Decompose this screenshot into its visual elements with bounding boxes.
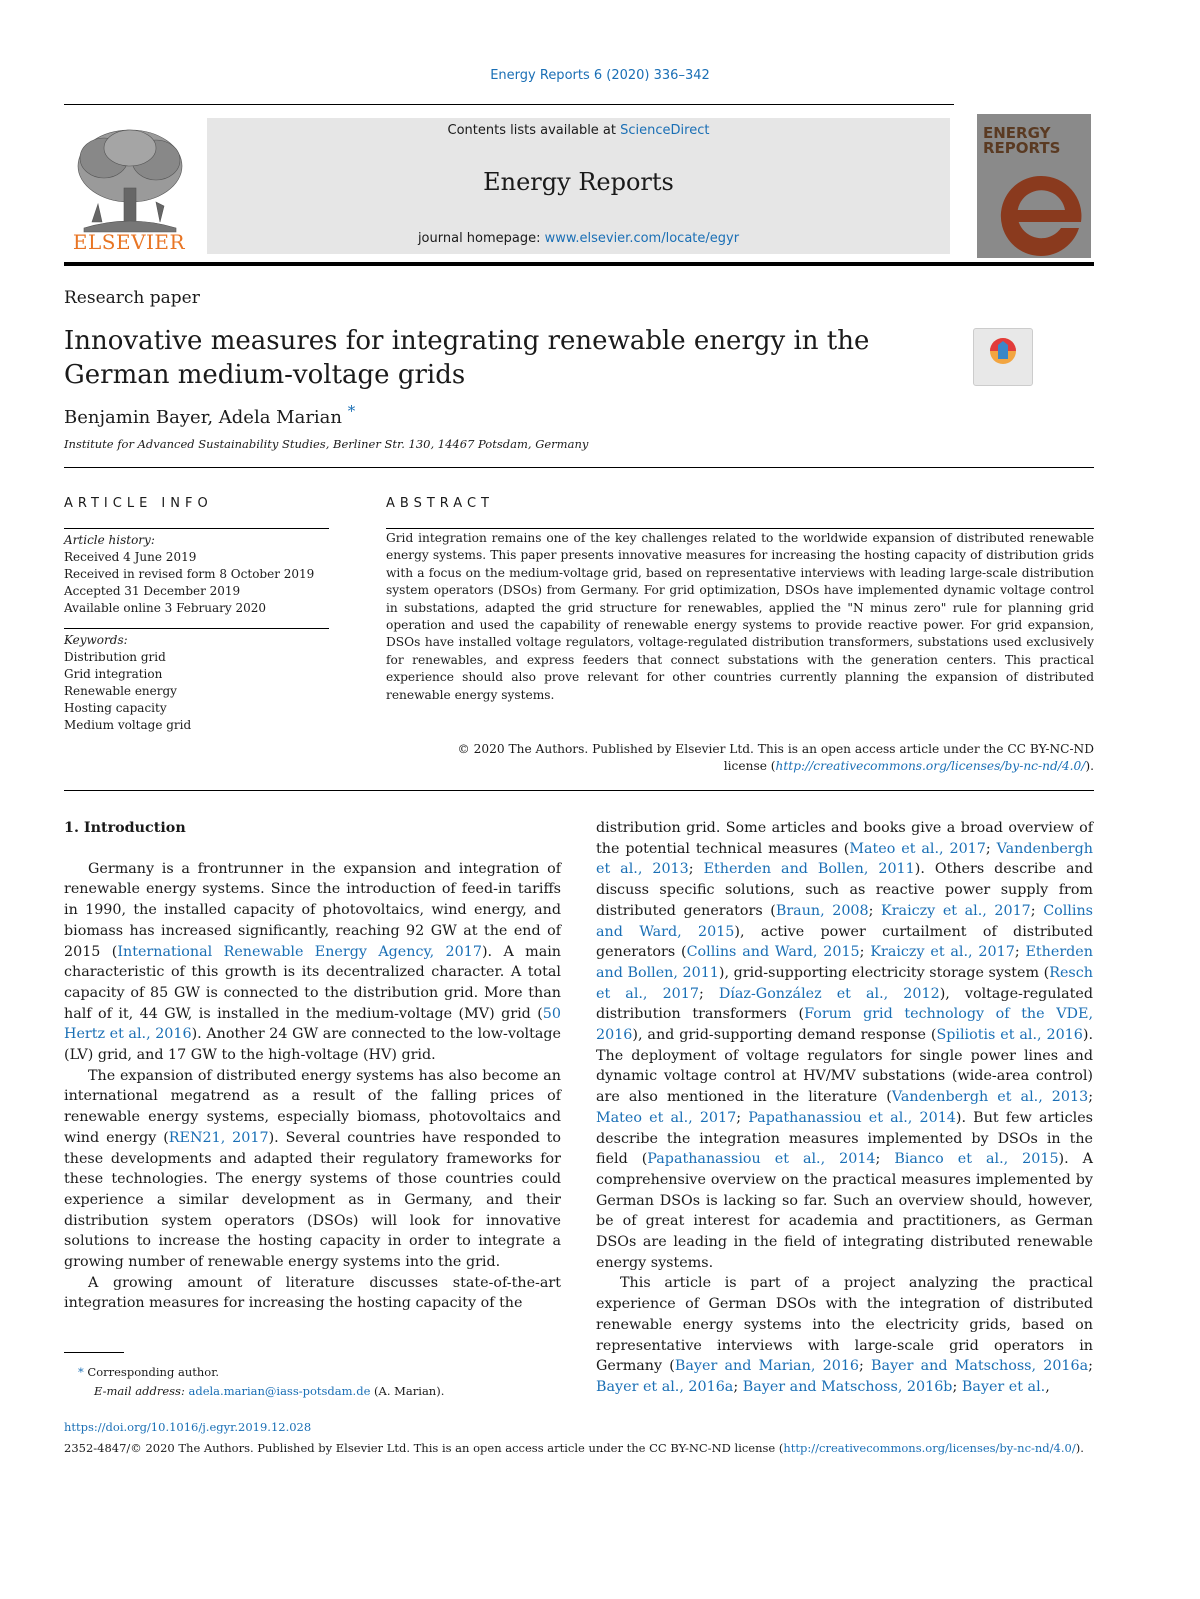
citation-link[interactable]: Bayer and Marian, 2016 — [674, 1358, 860, 1375]
citation-link[interactable]: Bayer and Matschoss, 2016b — [742, 1378, 953, 1395]
contents-prefix: Contents lists available at — [447, 123, 621, 138]
paragraph-text: ), and grid-supporting demand response ( — [632, 1027, 937, 1044]
paragraph-text: distribution grid. Some articles and books give a broad overview of the potential technical measures ( — [596, 820, 1093, 857]
abstract-bottom-rule — [64, 790, 1094, 791]
citation-link[interactable]: Bianco et al., 2015 — [894, 1151, 1059, 1168]
paragraph-text: ; — [1030, 902, 1044, 919]
homepage-link[interactable]: www.elsevier.com/locate/egyr — [544, 231, 740, 246]
history-label: Article history: — [64, 533, 155, 547]
citation-link[interactable]: Kraiczy et al., 2017 — [881, 902, 1031, 919]
paragraph — [64, 1066, 561, 1273]
license-link[interactable]: http://creativecommons.org/licenses/by-nc-nd/4.0/ — [775, 759, 1086, 774]
header-rule — [64, 104, 954, 105]
copyright-prefix: license ( — [723, 759, 776, 774]
footer-license — [64, 1439, 1094, 1457]
copyright-line1: © 2020 The Authors. Published by Elsevier Ltd. This is an open access article under the CC BY-NC-ND — [457, 742, 1094, 756]
citation-link[interactable]: Bayer et al. — [961, 1378, 1046, 1395]
article-info-heading: ARTICLE INFO — [64, 496, 213, 511]
citation-link[interactable]: Etherden and Bollen, 2011 — [596, 944, 1093, 981]
paragraph-text: ; — [859, 1358, 872, 1375]
paragraph-text: ; — [859, 944, 871, 961]
journal-name: Energy Reports — [483, 168, 674, 196]
history-item: Received 4 June 2019 — [64, 550, 197, 564]
abstract-copyright — [386, 741, 1094, 776]
paragraph-text: ; — [875, 1151, 895, 1168]
authors — [64, 402, 355, 428]
body-left-column — [64, 818, 561, 1314]
section-heading-introduction: 1. Introduction — [64, 820, 186, 836]
keyword-item: Hosting capacity — [64, 701, 167, 715]
history-item: Available online 3 February 2020 — [64, 601, 267, 615]
citation-link[interactable]: Collins and Ward, 2015 — [596, 902, 1093, 940]
citation-link[interactable]: 50 Hertz et al., 2016 — [64, 1005, 561, 1043]
paragraph-text: ). The deployment of voltage regulators for single power lines and dynamic voltage control at HV/MV substations (wide-area control) are also mentioned in the literature ( — [596, 1027, 1093, 1106]
footnote-mark[interactable]: * — [78, 1365, 84, 1379]
footnote-email — [64, 1382, 561, 1401]
paragraph-text: ; — [698, 985, 719, 1002]
affiliation: Institute for Advanced Sustainability Studies, Berliner Str. 130, 14467 Potsdam, Germany — [64, 437, 589, 451]
paragraph — [596, 818, 1093, 1273]
footer-license-link[interactable]: http://creativecommons.org/licenses/by-nc-nd/4.0/ — [783, 1441, 1076, 1455]
paragraph-text: ; — [1014, 944, 1026, 961]
corresponding-author-mark[interactable]: * — [347, 402, 356, 420]
copyright-line2 — [386, 758, 1094, 775]
title-block-rule — [64, 467, 1094, 468]
citation-link[interactable]: Vandenbergh et al., 2013 — [891, 1089, 1089, 1106]
paragraph-text: ). Several countries have responded to these developments and adapted their regulatory frameworks for these technologies. The energy systems of those countries could experience a similar development as in Germany, and their distribution system operators (DSOs) will look for innovative solutions to increase the hosting capacity in order to integrate a growing number of renewable energy systems into the grid. — [64, 1129, 561, 1271]
journal-citation[interactable]: Energy Reports 6 (2020) 336–342 — [490, 68, 710, 83]
paragraph-text: ), grid-supporting electricity storage system ( — [718, 964, 1050, 981]
keywords — [64, 632, 329, 734]
corresponding-label: Corresponding author. — [87, 1365, 220, 1379]
keyword-item: Distribution grid — [64, 650, 166, 664]
abstract-text: Grid integration remains one of the key challenges related to the worldwide expansion of distributed renewable energy systems. This paper presents innovative measures for increasing the hosting capacity of distribution grids with a focus on the medium-voltage grid, based on representative interviews with leading large-scale distribution system operators (DSOs) from Germany. For grid optimization, DSOs have implemented dynamic voltage control in substations, adapted the grid structure for renewables, applied the "N minus zero" rule for planning grid operation and used the capability of renewable energy systems to provide reactive power. For grid expansion, DSOs have installed voltage regulators, voltage-regulated distribution transformers, substations used exclusively for renewables, and express feeders that connect substations with the generation centers. This practical experience should also prove relevant for other countries currently planning the expansion of distributed renewable energy systems. — [386, 531, 1094, 702]
contents-line — [207, 123, 950, 138]
paragraph-text: ), active power curtailment of distributed generators ( — [596, 923, 1093, 961]
cover-e-graphic — [991, 166, 1091, 258]
sciencedirect-link[interactable]: ScienceDirect — [620, 123, 710, 138]
citation-link[interactable]: Forum grid technology of the VDE, 2016 — [596, 1006, 1093, 1044]
paragraph-text: , — [1045, 1378, 1050, 1395]
citation-link[interactable]: Papathanassiou et al., 2014 — [647, 1151, 876, 1168]
citation-link[interactable]: Vandenbergh et al., 2013 — [596, 840, 1093, 878]
citation-link[interactable]: Kraiczy et al., 2017 — [870, 944, 1015, 961]
article-type: Research paper — [64, 288, 200, 308]
paragraph-text: ; — [736, 1109, 749, 1126]
paragraph — [64, 859, 561, 1066]
email-link[interactable]: adela.marian@iass-potsdam.de — [188, 1384, 371, 1398]
author-names: Benjamin Bayer, Adela Marian — [64, 407, 343, 428]
citation-link[interactable]: Mateo et al., 2017 — [596, 1109, 737, 1126]
doi-link[interactable]: https://doi.org/10.1016/j.egyr.2019.12.028 — [64, 1420, 312, 1434]
header-thick-rule — [64, 262, 1094, 266]
article-title: Innovative measures for integrating renewable energy in the German medium-voltage grids — [64, 326, 870, 390]
homepage-line — [207, 231, 950, 246]
citation-link[interactable]: Spiliotis et al., 2016 — [936, 1027, 1083, 1044]
paragraph-text: ; — [952, 1378, 962, 1395]
paragraph-text: ). But few articles describe the integration measures implemented by DSOs in the field ( — [596, 1109, 1093, 1168]
crossmark-graphic — [974, 329, 1032, 385]
paragraph-text: A growing amount of literature discusses state-of-the-art integration measures for increasing the hosting capacity of the — [64, 1274, 561, 1312]
footnote-corresponding — [64, 1363, 561, 1382]
abstract-heading: ABSTRACT — [386, 496, 494, 511]
email-suffix: (A. Marian). — [374, 1384, 445, 1398]
crossmark-icon[interactable] — [973, 328, 1033, 386]
footnote-rule — [64, 1352, 124, 1353]
citation-link[interactable]: Collins and Ward, 2015 — [686, 944, 860, 961]
footnote — [64, 1363, 561, 1401]
citation-link[interactable]: Mateo et al., 2017 — [849, 840, 986, 857]
citation-link[interactable]: Braun, 2008 — [775, 902, 869, 919]
paragraph-text: ). Others describe and discuss specific solutions, such as reactive power supply from distributed generators ( — [596, 861, 1093, 919]
paragraph-text: ; — [1088, 1089, 1094, 1106]
paragraph-text: ), voltage-regulated distribution transformers ( — [596, 985, 1093, 1023]
footer-license-prefix: 2352-4847/© 2020 The Authors. Published by Elsevier Ltd. This is an open access article under the CC BY-NC-ND license ( — [64, 1441, 784, 1455]
paragraph-text: ; — [1088, 1358, 1093, 1375]
keyword-item: Grid integration — [64, 667, 163, 681]
paragraph-text: ; — [868, 902, 882, 919]
elsevier-wordmark: ELSEVIER — [72, 230, 186, 254]
article-history — [64, 532, 329, 617]
paragraph-text: Germany is a frontrunner in the expansion and integration of renewable energy systems. Since the introduction of feed-in tariffs in 1990, the installed capacity of photovoltaics, wind energy, and biomass has increased significantly, reaching 92 GW at the end of 2015 ( — [64, 860, 561, 960]
citation-link[interactable]: Bayer et al., 2016a — [596, 1378, 734, 1395]
copyright-suffix: ). — [1085, 759, 1094, 774]
cover-title-line2: REPORTS — [983, 139, 1061, 157]
paragraph-text: ; — [985, 840, 997, 857]
body-right-column — [596, 818, 1093, 1398]
paragraph-text: ; — [733, 1378, 743, 1395]
paragraph — [596, 1273, 1093, 1397]
keywords-label: Keywords: — [64, 633, 128, 647]
article-info-rule-1 — [64, 528, 329, 529]
article-info-rule-2 — [64, 628, 329, 629]
paragraph-text: ). A main characteristic of this growth is its decentralized character. A total capacity of 85 GW is connected to the distribution grid. More than half of it, 44 GW, is installed in the medium-voltage (MV) grid ( — [64, 943, 561, 1022]
keyword-item: Medium voltage grid — [64, 718, 192, 732]
citation-link[interactable]: Resch et al., 2017 — [596, 964, 1093, 1002]
paragraph-text: ). A comprehensive overview on the practical measures implemented by German DSOs is lacking so far. Such an overview should, however, be of great interest for academia and practitioners, as German DSOs are leading in the field of integrating distributed renewable energy systems. — [596, 1151, 1093, 1271]
email-label: E-mail address: — [94, 1384, 185, 1398]
paragraph — [64, 1273, 561, 1314]
keyword-item: Renewable energy — [64, 684, 177, 698]
citation-link[interactable]: Papathanassiou et al., 2014 — [748, 1109, 956, 1126]
abstract-rule — [386, 528, 1094, 529]
citation-link[interactable]: REN21, 2017 — [168, 1129, 269, 1146]
journal-cover[interactable] — [977, 114, 1091, 258]
paragraph-text: The expansion of distributed energy systems has also become an international megatrend as a result of the falling prices of renewable energy systems, especially biomass, photovoltaics and wind energy ( — [64, 1067, 561, 1146]
cover-title-line1: ENERGY — [983, 124, 1051, 142]
citation-link[interactable]: International Renewable Energy Agency, 2017 — [117, 943, 482, 960]
citation-link[interactable]: Bayer and Matschoss, 2016a — [871, 1358, 1089, 1375]
homepage-prefix: journal homepage: — [417, 231, 545, 246]
history-item: Received in revised form 8 October 2019 — [64, 567, 315, 581]
footer-license-suffix: ). — [1075, 1441, 1084, 1455]
paragraph-text: This article is part of a project analyzing the practical experience of German DSOs with the integration of distributed renewable energy systems into the electricity grids, based on representative interviews with large-scale grid operators in Germany ( — [596, 1275, 1093, 1375]
paragraph-text: ). Another 24 GW are connected to the low-voltage (LV) grid, and 17 GW to the high-voltage (HV) grid. — [64, 1026, 561, 1064]
paragraph-text: ; — [688, 861, 704, 878]
cover-title — [983, 126, 1087, 156]
citation-link[interactable]: Díaz-González et al., 2012 — [718, 985, 940, 1002]
history-item: Accepted 31 December 2019 — [64, 584, 241, 598]
citation-link[interactable]: Etherden and Bollen, 2011 — [703, 861, 915, 878]
